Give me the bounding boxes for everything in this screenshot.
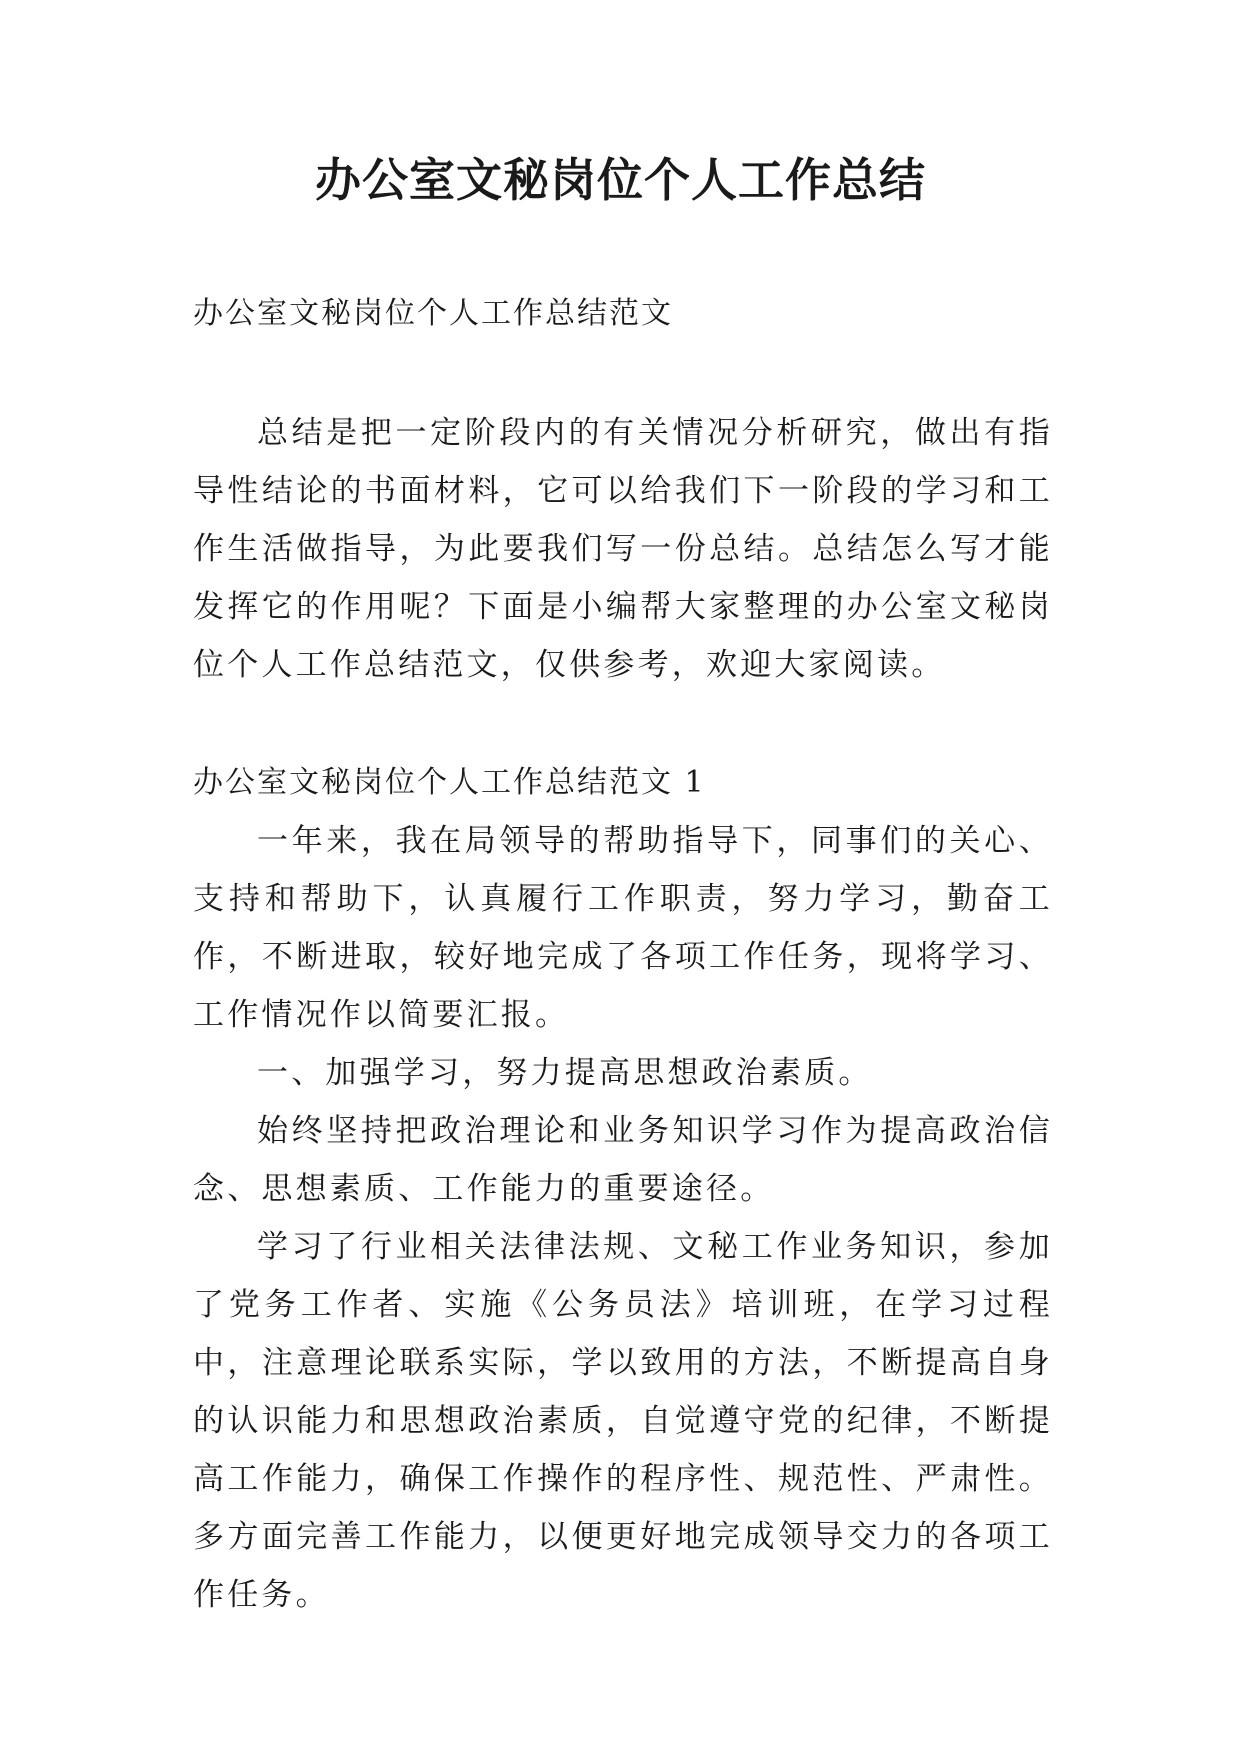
intro-section: [193, 404, 1053, 694]
intro-paragraph: 总结是把一定阶段内的有关情况分析研究，做出有指导性结论的书面材料，它可以给我们下一阶段的学习和工作生活做指导，为此要我们写一份总结。总结怎么写才能发挥它的作用呢？下面是小编帮大家整理的办公室文秘岗位个人工作总结范文，仅供参考，欢迎大家阅读。: [193, 415, 1053, 683]
document-subtitle: 办公室文秘岗位个人工作总结范文: [193, 296, 673, 331]
document-title: 办公室文秘岗位个人工作总结: [315, 153, 926, 207]
body-paragraph: 始终坚持把政治理论和业务知识学习作为提高政治信念、思想素质、工作能力的重要途径。: [193, 1113, 1053, 1207]
section-1-heading: 办公室文秘岗位个人工作总结范文 1: [193, 765, 706, 800]
body-paragraph: 学习了行业相关法律法规、文秘工作业务知识，参加了党务工作者、实施《公务员法》培训班，在学习过程中，注意理论联系实际，学以致用的方法，不断提高自身的认识能力和思想政治素质，自觉遵守党的纪律，不断提高工作能力，确保工作操作的程序性、规范性、严肃性。多方面完善工作能力，以便更好地完成领导交力的各项工作任务。: [193, 1229, 1053, 1613]
section-1: [193, 754, 1053, 1624]
body-paragraph: 一年来，我在局领导的帮助指导下，同事们的关心、支持和帮助下，认真履行工作职责，努力学习，勤奋工作，不断进取，较好地完成了各项工作任务，现将学习、工作情况作以简要汇报。: [193, 823, 1053, 1033]
body-paragraph: 一、加强学习，努力提高思想政治素质。: [257, 1055, 873, 1091]
